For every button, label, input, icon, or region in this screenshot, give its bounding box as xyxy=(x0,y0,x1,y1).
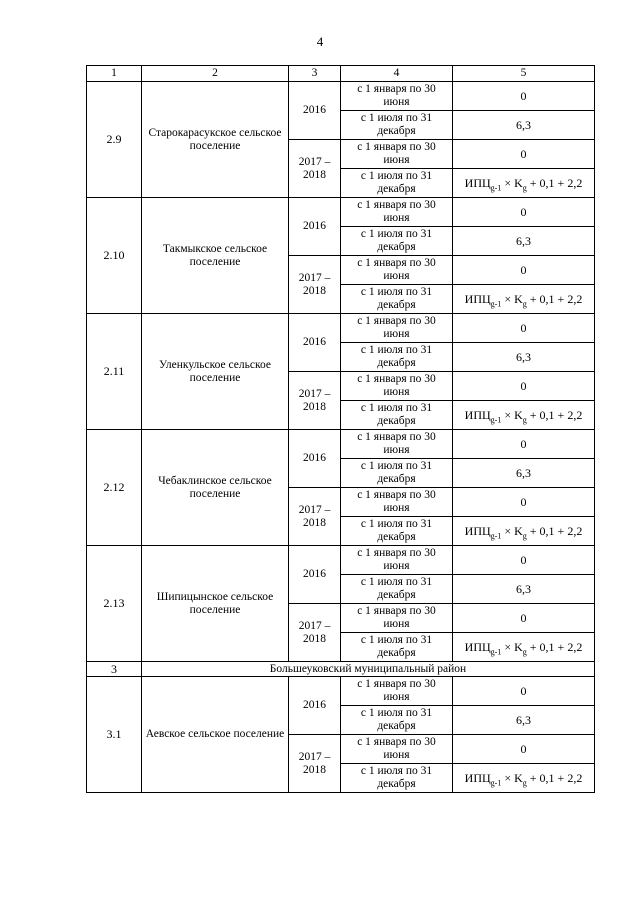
period-cell: с 1 июля по 31 декабря xyxy=(341,764,453,793)
value-cell: 0 xyxy=(453,372,595,401)
settlement-name: Уленкульское сельское поселение xyxy=(142,314,289,430)
formula-ipc: ИПЦ xyxy=(464,407,491,422)
formula xyxy=(464,770,583,788)
value-cell: 6,3 xyxy=(453,459,595,488)
formula-subscript: g-1 xyxy=(490,299,502,309)
value-cell: 0 xyxy=(453,82,595,111)
table-row xyxy=(87,82,595,111)
period-cell: с 1 июля по 31 декабря xyxy=(341,169,453,198)
table-row xyxy=(87,430,595,459)
header-cell: 5 xyxy=(453,66,595,82)
formula-cell xyxy=(453,764,595,793)
section-number: 2.10 xyxy=(87,198,142,314)
region-name: Большеуковский муниципальный район xyxy=(142,662,595,677)
section-number: 2.12 xyxy=(87,430,142,546)
settlement-name: Аевское сельское поселение xyxy=(142,677,289,793)
formula-rest: + 0,1 + 2,2 xyxy=(526,175,583,190)
formula-rest: + 0,1 + 2,2 xyxy=(526,523,583,538)
value-cell: 6,3 xyxy=(453,343,595,372)
formula-cell xyxy=(453,517,595,546)
period-cell: с 1 января по 30 июня xyxy=(341,198,453,227)
period-cell: с 1 января по 30 июня xyxy=(341,314,453,343)
period-cell: с 1 июля по 31 декабря xyxy=(341,517,453,546)
section-number: 3.1 xyxy=(87,677,142,793)
formula-subscript: g xyxy=(522,647,527,657)
period-cell: с 1 января по 30 июня xyxy=(341,82,453,111)
formula-rest: + 0,1 + 2,2 xyxy=(526,639,583,654)
year-range: 2017 – 2018 xyxy=(289,256,341,314)
period-cell: с 1 июля по 31 декабря xyxy=(341,343,453,372)
period-cell: с 1 июля по 31 декабря xyxy=(341,706,453,735)
formula-cell xyxy=(453,169,595,198)
section-number: 2.11 xyxy=(87,314,142,430)
table-row xyxy=(87,677,595,706)
table-row xyxy=(87,314,595,343)
year-range: 2016 xyxy=(289,314,341,372)
year-range: 2017 – 2018 xyxy=(289,372,341,430)
formula-k: × K xyxy=(501,407,523,422)
formula-subscript: g xyxy=(522,415,527,425)
period-cell: с 1 января по 30 июня xyxy=(341,372,453,401)
section-number: 2.13 xyxy=(87,546,142,662)
settlement-name: Такмыкское сельское поселение xyxy=(142,198,289,314)
formula-subscript: g-1 xyxy=(490,647,502,657)
year-range: 2017 – 2018 xyxy=(289,735,341,793)
formula-k: × K xyxy=(501,291,523,306)
table-row xyxy=(87,198,595,227)
region-number: 3 xyxy=(87,662,142,677)
formula xyxy=(464,407,583,425)
formula-k: × K xyxy=(501,523,523,538)
formula-subscript: g-1 xyxy=(490,415,502,425)
formula-ipc: ИПЦ xyxy=(464,770,491,785)
formula-k: × K xyxy=(501,175,523,190)
period-cell: с 1 июля по 31 декабря xyxy=(341,111,453,140)
value-cell: 6,3 xyxy=(453,706,595,735)
formula-ipc: ИПЦ xyxy=(464,523,491,538)
value-cell: 0 xyxy=(453,314,595,343)
period-cell: с 1 июля по 31 декабря xyxy=(341,459,453,488)
header-cell: 2 xyxy=(142,66,289,82)
year-range: 2016 xyxy=(289,82,341,140)
formula xyxy=(464,175,583,193)
section-number: 2.9 xyxy=(87,82,142,198)
period-cell: с 1 января по 30 июня xyxy=(341,604,453,633)
formula-subscript: g-1 xyxy=(490,778,502,788)
value-cell: 0 xyxy=(453,488,595,517)
year-range: 2017 – 2018 xyxy=(289,604,341,662)
formula-rest: + 0,1 + 2,2 xyxy=(526,291,583,306)
header-cell: 1 xyxy=(87,66,142,82)
formula-cell xyxy=(453,285,595,314)
formula-cell xyxy=(453,633,595,662)
formula-k: × K xyxy=(501,770,523,785)
value-cell: 0 xyxy=(453,735,595,764)
formula xyxy=(464,523,583,541)
year-range: 2016 xyxy=(289,430,341,488)
settlement-name: Чебаклинское сельское поселение xyxy=(142,430,289,546)
header-row xyxy=(87,66,595,82)
period-cell: с 1 июля по 31 декабря xyxy=(341,227,453,256)
formula-k: × K xyxy=(501,639,523,654)
settlement-name: Шипицынское сельское поселение xyxy=(142,546,289,662)
period-cell: с 1 июля по 31 декабря xyxy=(341,633,453,662)
formula xyxy=(464,639,583,657)
formula-rest: + 0,1 + 2,2 xyxy=(526,770,583,785)
header-cell: 3 xyxy=(289,66,341,82)
period-cell: с 1 июля по 31 декабря xyxy=(341,285,453,314)
formula-cell xyxy=(453,401,595,430)
formula-subscript: g xyxy=(522,299,527,309)
region-row xyxy=(87,662,595,677)
period-cell: с 1 января по 30 июня xyxy=(341,677,453,706)
year-range: 2017 – 2018 xyxy=(289,140,341,198)
value-cell: 6,3 xyxy=(453,575,595,604)
period-cell: с 1 января по 30 июня xyxy=(341,488,453,517)
value-cell: 0 xyxy=(453,140,595,169)
value-cell: 6,3 xyxy=(453,111,595,140)
year-range: 2017 – 2018 xyxy=(289,488,341,546)
header-cell: 4 xyxy=(341,66,453,82)
formula-subscript: g-1 xyxy=(490,183,502,193)
period-cell: с 1 января по 30 июня xyxy=(341,140,453,169)
formula xyxy=(464,291,583,309)
settlement-name: Старокарасукское сельское поселение xyxy=(142,82,289,198)
formula-rest: + 0,1 + 2,2 xyxy=(526,407,583,422)
period-cell: с 1 января по 30 июня xyxy=(341,546,453,575)
value-cell: 0 xyxy=(453,546,595,575)
formula-subscript: g xyxy=(522,183,527,193)
formula-subscript: g xyxy=(522,531,527,541)
value-cell: 0 xyxy=(453,256,595,285)
page-number: 4 xyxy=(316,34,324,49)
period-cell: с 1 января по 30 июня xyxy=(341,256,453,285)
year-range: 2016 xyxy=(289,546,341,604)
table-row xyxy=(87,546,595,575)
value-cell: 0 xyxy=(453,430,595,459)
period-cell: с 1 июля по 31 декабря xyxy=(341,575,453,604)
period-cell: с 1 июля по 31 декабря xyxy=(341,401,453,430)
tariff-table xyxy=(86,65,595,793)
year-range: 2016 xyxy=(289,198,341,256)
formula-subscript: g-1 xyxy=(490,531,502,541)
year-range: 2016 xyxy=(289,677,341,735)
period-cell: с 1 января по 30 июня xyxy=(341,430,453,459)
value-cell: 6,3 xyxy=(453,227,595,256)
period-cell: с 1 января по 30 июня xyxy=(341,735,453,764)
formula-ipc: ИПЦ xyxy=(464,175,491,190)
formula-ipc: ИПЦ xyxy=(464,639,491,654)
value-cell: 0 xyxy=(453,604,595,633)
value-cell: 0 xyxy=(453,677,595,706)
value-cell: 0 xyxy=(453,198,595,227)
formula-subscript: g xyxy=(522,778,527,788)
formula-ipc: ИПЦ xyxy=(464,291,491,306)
